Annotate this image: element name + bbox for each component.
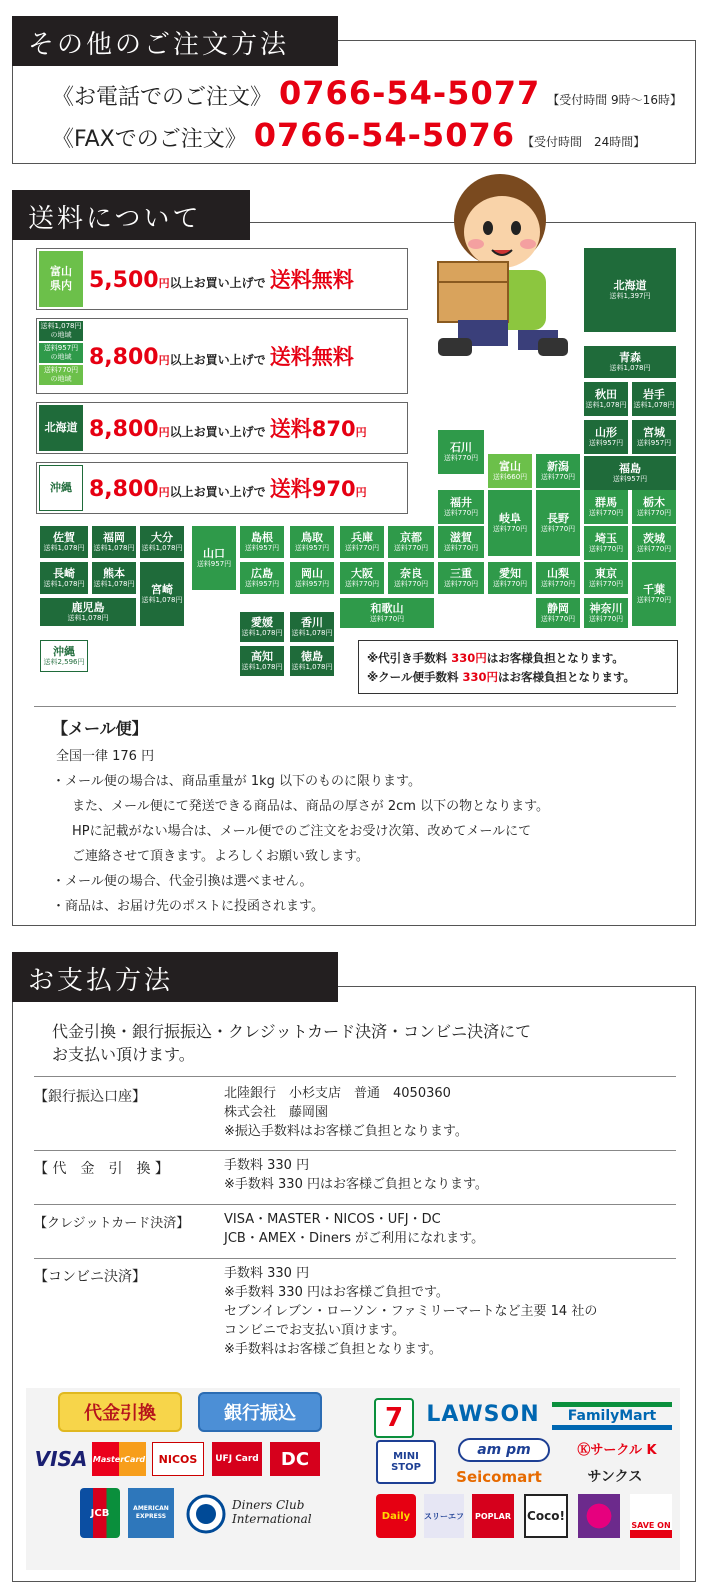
phone-hours: 【受付時間 9時〜16時】 bbox=[547, 93, 682, 107]
prefecture-block bbox=[438, 526, 484, 558]
prefecture-name: 鳥取 bbox=[301, 530, 323, 544]
rule-mini-label: 送料770円 の地域 bbox=[39, 365, 83, 385]
prefecture-block bbox=[584, 562, 628, 594]
prefecture-fee: 送料770円 bbox=[393, 543, 429, 552]
mail-line: ・メール便の場合、代金引換は選べません。 bbox=[52, 874, 313, 889]
shipping-rule-okinawa bbox=[36, 462, 408, 514]
prefecture-block bbox=[584, 420, 628, 454]
prefecture-fee: 送料1,397円 bbox=[609, 291, 651, 300]
shipping-rule-hokkaido bbox=[36, 402, 408, 454]
prefecture-block bbox=[388, 526, 434, 558]
prefecture-block bbox=[92, 562, 136, 594]
prefecture-fee: 送料770円 bbox=[443, 543, 479, 552]
rule-text: 8,800円以上お買い上げで 送料無料 bbox=[89, 345, 354, 370]
prefecture-name: 群馬 bbox=[595, 495, 617, 509]
prefecture-fee: 送料1,078円 bbox=[291, 628, 333, 637]
prefecture-name: 北海道 bbox=[613, 278, 647, 292]
save-on-logo: SAVE ON bbox=[630, 1494, 672, 1538]
prefecture-fee: 送料1,078円 bbox=[633, 400, 675, 409]
circle-k-logo: Ⓚサークル K bbox=[577, 1442, 657, 1458]
prefecture-name: 千葉 bbox=[643, 582, 665, 596]
prefecture-fee: 送料770円 bbox=[393, 579, 429, 588]
convenience-store-details: 手数料 330 円 ※手数料 330 円はお客様ご負担です。 セブンイレブン・ローソン・ファミリーマートなど主要 14 社の コンビニでお支払い頂けます。 ※手数料はお客様ご負担となります。 bbox=[224, 1266, 598, 1357]
mail-line: ご連絡させて頂きます。よろしくお願い致します。 bbox=[72, 849, 369, 864]
prefecture-fee: 送料957円 bbox=[294, 579, 330, 588]
prefecture-name: 秋田 bbox=[595, 387, 617, 401]
seven-eleven-logo: 7 bbox=[374, 1398, 414, 1438]
prefecture-fee: 送料770円 bbox=[636, 595, 672, 604]
prefecture-name: 東京 bbox=[595, 566, 617, 580]
rule-text: 8,800円以上お買い上げで 送料870円 bbox=[89, 417, 367, 442]
prefecture-name: 沖縄 bbox=[53, 644, 75, 658]
diners-club-icon bbox=[184, 1494, 228, 1534]
prefecture-name: 福岡 bbox=[103, 530, 125, 544]
prefecture-block bbox=[584, 456, 676, 490]
delivery-mascot-icon bbox=[418, 170, 578, 370]
phone-label: 《お電話でのご注文》 bbox=[52, 85, 273, 110]
bank-transfer-heading: 【銀行振込口座】 bbox=[34, 1089, 146, 1105]
prefecture-name: 岡山 bbox=[301, 566, 323, 580]
prefecture-block bbox=[290, 526, 334, 558]
mail-line: ・商品は、お届け先のポストに投函されます。 bbox=[52, 899, 324, 914]
prefecture-name: 香川 bbox=[301, 615, 323, 629]
prefecture-block bbox=[584, 526, 628, 560]
prefecture-name: 和歌山 bbox=[370, 601, 404, 615]
ministop-logo: MINI STOP bbox=[376, 1440, 436, 1484]
prefecture-name: 青森 bbox=[619, 350, 641, 364]
prefecture-name: 栃木 bbox=[643, 495, 665, 509]
seicomart-logo: Seicomart bbox=[456, 1468, 542, 1486]
prefecture-name: 福島 bbox=[619, 461, 641, 475]
mastercard-logo: MasterCard bbox=[92, 1442, 146, 1476]
prefecture-block bbox=[290, 646, 334, 676]
prefecture-name: 宮崎 bbox=[151, 582, 173, 596]
prefecture-fee: 送料770円 bbox=[588, 579, 624, 588]
prefecture-name: 富山 bbox=[499, 459, 521, 473]
prefecture-name: 茨城 bbox=[643, 531, 665, 545]
prefecture-block bbox=[340, 598, 434, 628]
sunkus-logo: サンクス bbox=[587, 1469, 643, 1485]
prefecture-block bbox=[240, 526, 284, 558]
phone-number[interactable]: 0766-54-5077 bbox=[279, 74, 541, 112]
prefecture-name: 山形 bbox=[595, 425, 617, 439]
nicos-logo: NICOS bbox=[152, 1442, 204, 1476]
cod-logo: 代金引換 bbox=[58, 1392, 182, 1432]
prefecture-name: 奈良 bbox=[400, 566, 422, 580]
prefecture-fee: 送料770円 bbox=[443, 579, 479, 588]
prefecture-block bbox=[40, 598, 136, 626]
prefecture-name: 石川 bbox=[450, 440, 472, 454]
prefecture-fee: 送料770円 bbox=[588, 614, 624, 623]
prefecture-block bbox=[340, 562, 384, 594]
prefecture-block bbox=[40, 526, 88, 558]
prefecture-block bbox=[438, 562, 484, 594]
order-methods-title: その他のご注文方法 bbox=[12, 16, 338, 66]
mail-line: ・メール便の場合は、商品重量が 1kg 以下のものに限ります。 bbox=[52, 774, 422, 789]
prefecture-block bbox=[240, 562, 284, 594]
prefecture-block bbox=[584, 346, 676, 378]
prefecture-block bbox=[488, 490, 532, 556]
shipping-title: 送料について bbox=[12, 190, 250, 240]
prefecture-block bbox=[92, 526, 136, 558]
credit-card-details: VISA・MASTER・NICOS・UFJ・DC JCB・AMEX・Diners がご利用になれます。 bbox=[224, 1212, 485, 1246]
prefecture-name: 兵庫 bbox=[351, 530, 373, 544]
prefecture-name: 山口 bbox=[203, 546, 225, 560]
prefecture-fee: 送料957円 bbox=[612, 474, 648, 483]
payment-title: お支払方法 bbox=[12, 952, 338, 1002]
visa-logo: VISA bbox=[34, 1447, 88, 1471]
prefecture-fee: 送料770円 bbox=[344, 579, 380, 588]
bank-transfer-details: 北陸銀行 小杉支店 普通 4050360 株式会社 藤岡園 ※振込手数料はお客様ご負担となります。 bbox=[224, 1086, 468, 1139]
prefecture-fee: 送料957円 bbox=[294, 543, 330, 552]
prefecture-name: 滋賀 bbox=[450, 530, 472, 544]
jcb-logo: JCB bbox=[80, 1488, 120, 1538]
prefecture-block bbox=[632, 526, 676, 560]
prefecture-block bbox=[632, 562, 676, 626]
prefecture-block bbox=[488, 562, 532, 594]
rule-label: 富山 県内 bbox=[39, 251, 83, 307]
prefecture-fee: 送料770円 bbox=[540, 472, 576, 481]
prefecture-name: 愛知 bbox=[499, 566, 521, 580]
divider bbox=[34, 1076, 676, 1077]
divider bbox=[34, 1204, 676, 1205]
phone-order-line bbox=[52, 74, 682, 112]
ampm-logo: am pm bbox=[458, 1438, 550, 1462]
prefecture-fee: 送料957円 bbox=[244, 579, 280, 588]
prefecture-block bbox=[632, 490, 676, 524]
prefecture-block bbox=[140, 526, 184, 558]
prefecture-block bbox=[438, 490, 484, 524]
prefecture-fee: 送料957円 bbox=[244, 543, 280, 552]
prefecture-fee: 送料957円 bbox=[588, 438, 624, 447]
mail-line: 全国一律 176 円 bbox=[56, 749, 155, 764]
prefecture-block bbox=[488, 454, 532, 488]
prefecture-name: 大阪 bbox=[351, 566, 373, 580]
familymart-logo: FamilyMart bbox=[552, 1402, 672, 1430]
prefecture-fee: 送料770円 bbox=[540, 524, 576, 533]
rule-label-group bbox=[39, 321, 83, 387]
prefecture-name: 宮城 bbox=[643, 425, 665, 439]
prefecture-fee: 送料660円 bbox=[492, 472, 528, 481]
prefecture-fee: 送料1,078円 bbox=[141, 595, 183, 604]
prefecture-block bbox=[290, 562, 334, 594]
prefecture-fee: 送料1,078円 bbox=[291, 662, 333, 671]
rule-label: 沖縄 bbox=[39, 465, 83, 511]
prefecture-name: 岐阜 bbox=[499, 511, 521, 525]
prefecture-block bbox=[536, 454, 580, 488]
diners-club-logo: Diners Club International bbox=[232, 1498, 312, 1526]
mail-title: 【メール便】 bbox=[52, 719, 148, 738]
prefecture-fee: 送料1,078円 bbox=[609, 363, 651, 372]
prefecture-name: 山梨 bbox=[547, 566, 569, 580]
prefecture-name: 長野 bbox=[547, 511, 569, 525]
prefecture-name: 高知 bbox=[251, 649, 273, 663]
rule-text: 8,800円以上お買い上げで 送料970円 bbox=[89, 477, 367, 502]
amex-logo: AMERICAN EXPRESS bbox=[128, 1488, 174, 1538]
prefecture-block bbox=[40, 562, 88, 594]
prefecture-name: 鹿児島 bbox=[71, 600, 105, 614]
prefecture-fee: 送料1,078円 bbox=[585, 400, 627, 409]
prefecture-fee: 送料770円 bbox=[540, 579, 576, 588]
rule-mini-label: 送料1,078円 の地域 bbox=[40, 322, 82, 339]
coco-logo: Coco! bbox=[524, 1494, 568, 1538]
prefecture-fee: 送料1,078円 bbox=[241, 628, 283, 637]
rule-label: 北海道 bbox=[39, 405, 83, 451]
prefecture-name: 広島 bbox=[251, 566, 273, 580]
prefecture-fee: 送料957円 bbox=[636, 438, 672, 447]
shipping-rule-regions bbox=[36, 318, 408, 394]
prefecture-block bbox=[536, 562, 580, 594]
fax-order-line bbox=[52, 116, 645, 154]
prefecture-fee: 送料770円 bbox=[636, 544, 672, 553]
prefecture-block bbox=[140, 562, 184, 626]
prefecture-block bbox=[584, 490, 628, 524]
ufj-card-logo: UFJ Card bbox=[212, 1442, 262, 1476]
prefecture-fee: 送料770円 bbox=[540, 614, 576, 623]
prefecture-fee: 送料1,078円 bbox=[93, 579, 135, 588]
prefecture-block bbox=[438, 430, 484, 474]
prefecture-name: 大分 bbox=[151, 530, 173, 544]
fax-label: 《FAXでのご注文》 bbox=[52, 127, 247, 152]
fee-notes bbox=[358, 640, 678, 694]
shipping-rule-toyama bbox=[36, 248, 408, 310]
prefecture-block bbox=[584, 598, 628, 628]
prefecture-fee: 送料770円 bbox=[588, 508, 624, 517]
prefecture-fee: 送料1,078円 bbox=[67, 613, 109, 622]
credit-card-heading: 【クレジットカード決済】 bbox=[34, 1216, 190, 1231]
prefecture-name: 長崎 bbox=[53, 566, 75, 580]
mail-line: HPに記載がない場合は、メール便でのご注文をお受け次第、改めてメールにて bbox=[72, 824, 532, 839]
rule-mini-label: 送料957円 の地域 bbox=[39, 343, 83, 363]
three-f-logo: スリーエフ bbox=[424, 1494, 464, 1538]
cs-logo bbox=[578, 1494, 620, 1538]
bank-transfer-logo: 銀行振込 bbox=[198, 1392, 322, 1432]
prefecture-fee: 送料770円 bbox=[443, 508, 479, 517]
prefecture-fee: 送料770円 bbox=[443, 453, 479, 462]
daily-yamazaki-logo: Daily bbox=[376, 1494, 416, 1538]
prefecture-name: 神奈川 bbox=[589, 601, 623, 615]
prefecture-fee: 送料770円 bbox=[492, 579, 528, 588]
prefecture-fee: 送料1,078円 bbox=[141, 543, 183, 552]
dc-logo: DC bbox=[270, 1442, 320, 1476]
prefecture-block bbox=[584, 248, 676, 332]
fax-number[interactable]: 0766-54-5076 bbox=[253, 116, 515, 154]
prefecture-fee: 送料770円 bbox=[344, 543, 380, 552]
prefecture-name: 愛媛 bbox=[251, 615, 273, 629]
prefecture-name: 新潟 bbox=[547, 459, 569, 473]
prefecture-name: 静岡 bbox=[547, 601, 569, 615]
prefecture-block bbox=[340, 526, 384, 558]
prefecture-fee: 送料957円 bbox=[196, 559, 232, 568]
prefecture-name: 佐賀 bbox=[53, 530, 75, 544]
prefecture-block bbox=[240, 646, 284, 676]
prefecture-name: 埼玉 bbox=[595, 531, 617, 545]
cod-fee-note: ※代引き手数料 330円はお客様負担となります。 bbox=[367, 651, 624, 665]
cod-heading: 【 代 金 引 換 】 bbox=[34, 1161, 169, 1177]
poplar-logo: POPLAR bbox=[472, 1494, 514, 1538]
prefecture-fee: 送料1,078円 bbox=[241, 662, 283, 671]
prefecture-name: 三重 bbox=[450, 566, 472, 580]
prefecture-name: 島根 bbox=[251, 530, 273, 544]
mail-line: また、メール便にて発送できる商品は、商品の厚さが 2cm 以下の物となります。 bbox=[72, 799, 550, 814]
prefecture-name: 岩手 bbox=[643, 387, 665, 401]
divider bbox=[34, 706, 676, 707]
prefecture-name: 福井 bbox=[450, 495, 472, 509]
lawson-logo: LAWSON bbox=[426, 1401, 540, 1427]
prefecture-block bbox=[240, 612, 284, 642]
prefecture-block bbox=[40, 640, 88, 672]
prefecture-block bbox=[584, 382, 628, 416]
prefecture-block bbox=[632, 382, 676, 416]
prefecture-block bbox=[536, 598, 580, 628]
cod-details: 手数料 330 円 ※手数料 330 円はお客様ご負担となります。 bbox=[224, 1158, 488, 1192]
prefecture-fee: 送料1,078円 bbox=[93, 543, 135, 552]
prefecture-name: 京都 bbox=[400, 530, 422, 544]
prefecture-name: 徳島 bbox=[301, 649, 323, 663]
prefecture-fee: 送料2,596円 bbox=[43, 657, 85, 666]
divider bbox=[34, 1150, 676, 1151]
prefecture-name: 熊本 bbox=[103, 566, 125, 580]
fax-hours: 【受付時間 24時間】 bbox=[521, 135, 646, 149]
prefecture-fee: 送料770円 bbox=[492, 524, 528, 533]
rule-text: 5,500円以上お買い上げで 送料無料 bbox=[89, 268, 354, 293]
prefecture-block bbox=[290, 612, 334, 642]
prefecture-fee: 送料1,078円 bbox=[43, 579, 85, 588]
prefecture-fee: 送料1,078円 bbox=[43, 543, 85, 552]
divider bbox=[34, 1258, 676, 1259]
prefecture-fee: 送料770円 bbox=[369, 614, 405, 623]
convenience-store-heading: 【コンビニ決済】 bbox=[34, 1269, 146, 1285]
prefecture-block bbox=[192, 526, 236, 590]
cool-fee-note: ※クール便手数料 330円はお客様負担となります。 bbox=[367, 670, 636, 684]
prefecture-fee: 送料770円 bbox=[588, 544, 624, 553]
prefecture-block bbox=[536, 490, 580, 556]
payment-intro: 代金引換・銀行振振込・クレジットカード決済・コンビニ決済にて お支払い頂けます。 bbox=[52, 1022, 532, 1064]
prefecture-block bbox=[632, 420, 676, 454]
prefecture-block bbox=[388, 562, 434, 594]
prefecture-fee: 送料770円 bbox=[636, 508, 672, 517]
